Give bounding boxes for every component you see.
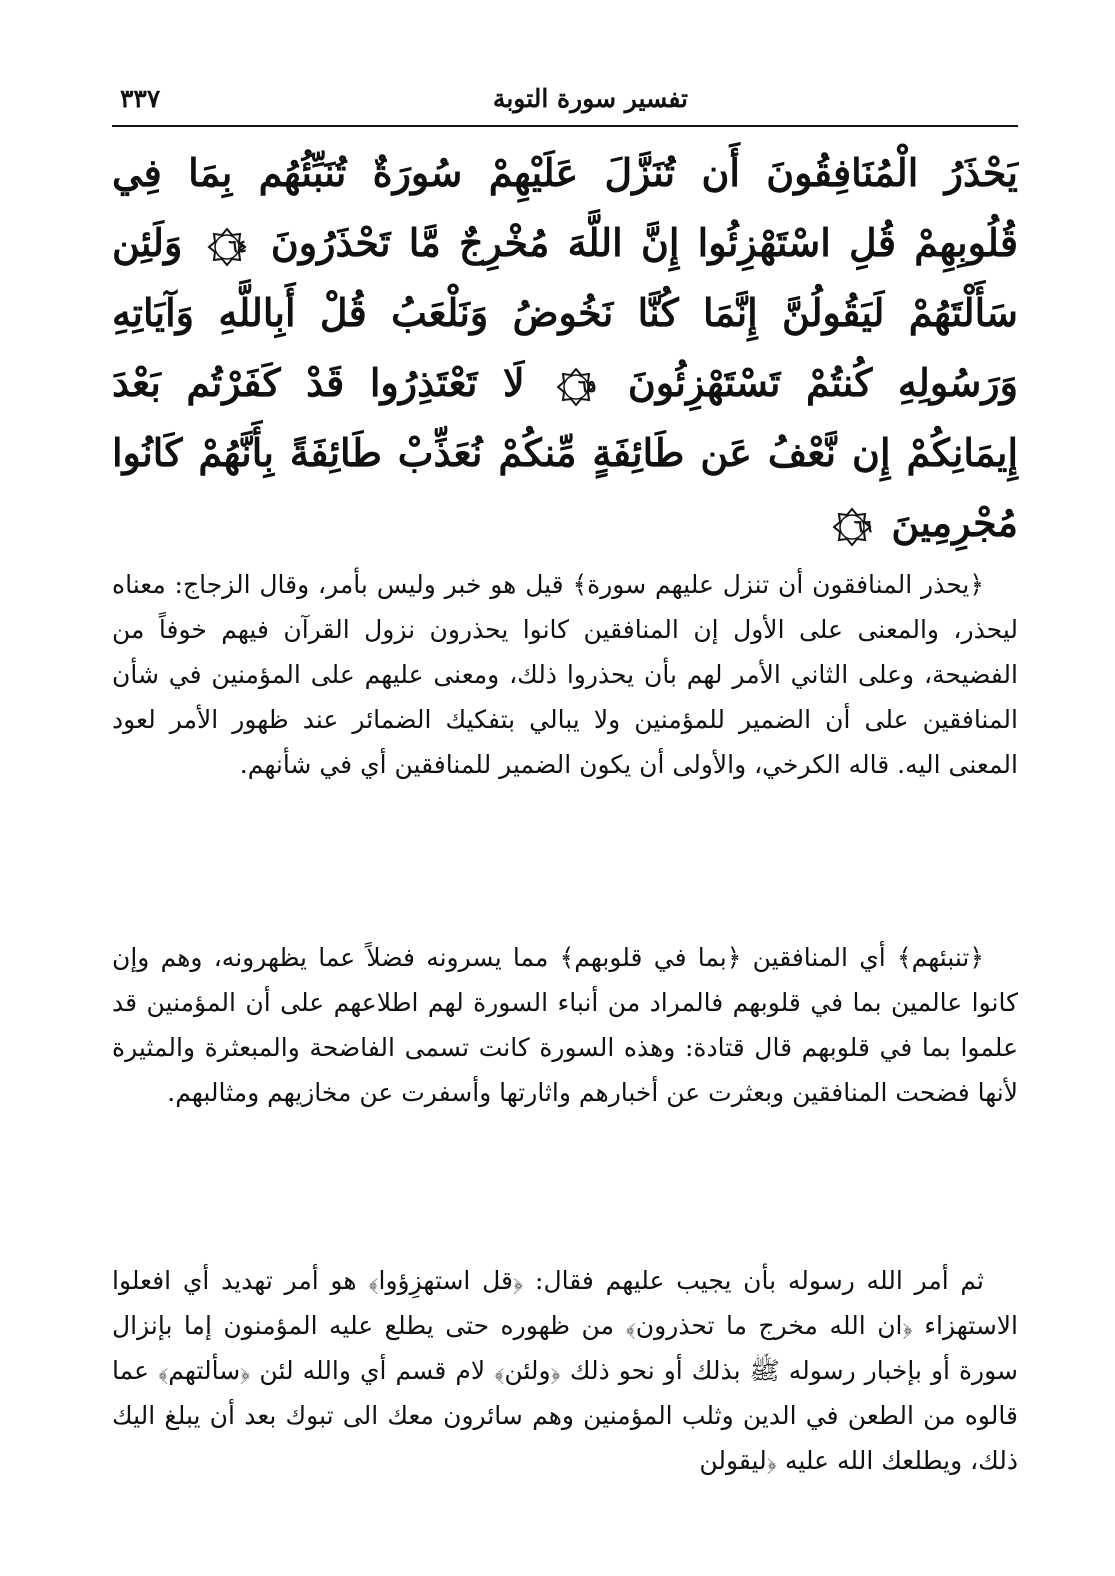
- paragraph-text: ﴿تنبئهم﴾ أي المنافقين ﴿بما في قلوبهم﴾ مما يسرونه فضلاً عما يظهرونه، وهم وإن كانوا عالمين بما في قلوبهم فالمراد من أنباء السورة لهم اطلاعهم على أن المؤمنين قد علموا بما في قلوبهم قال قتادة: وهذه السورة كانت تسمى الفاضحة والمبعثرة والمثيرة لأنها فضحت المنافقين وبعثرت عن أخبارهم واثارتها وأسفرت عن مخازيهم ومثالبهم.: [112, 943, 1018, 1107]
- quran-verses: [112, 138, 1018, 558]
- ayah-number: ٦٤: [228, 236, 247, 257]
- ayah-number: ٦٥: [578, 376, 597, 397]
- header-title: تفسير سورة التوبة: [492, 84, 688, 113]
- commentary-paragraph-1: [112, 562, 1018, 787]
- paragraph-text: ﴿يحذر المنافقون أن تنزل عليهم سورة﴾ قيل هو خبر وليس بأمر، وقال الزجاج: معناه ليحذر، والمعنى على الأول إن المنافقين كانوا يحذرون نزول القرآن فيهم خوفاً من الفضيحة، وعلى الثاني الأمر لهم بأن يحذروا ذلك، ومعنى عليهم على المؤمنين في شأن المنافقين على أن الضمير للمؤمنين ولا يبالي بتفكيك الضمائر عند ظهور الأمر لعود المعنى اليه. قاله الكرخي، والأولى أن يكون الضمير للمنافقين أي في شأنهم.: [112, 570, 1018, 779]
- commentary-paragraph-2: [112, 935, 1018, 1115]
- ayah-marker-icon: [832, 507, 872, 547]
- ayah-marker-icon: [556, 367, 596, 407]
- page-number: ٣٣٧: [120, 84, 161, 113]
- header-divider: [112, 125, 1018, 127]
- commentary-paragraph-3: [112, 1258, 1018, 1483]
- verse-text: يَحْذَرُ الْمُنَافِقُونَ أَن تُنَزَّلَ عَلَيْهِمْ سُورَةٌ تُنَبِّئُهُم بِمَا فِي قُلُوبِهِمْ قُلِ اسْتَهْزِئُوا إِنَّ اللَّهَ مُخْرِجٌ مَّا تَحْذَرُونَ: [112, 150, 1018, 265]
- verse-text: لَا تَعْتَذِرُوا قَدْ كَفَرْتُم بَعْدَ إِيمَانِكُمْ إِن نَّعْفُ عَن طَائِفَةٍ مِّنكُمْ نُعَذِّبْ طَائِفَةً بِأَنَّهُمْ كَانُوا مُجْرِمِينَ: [112, 360, 1018, 545]
- page-header: [112, 82, 1018, 126]
- verse-text: وَلَئِن سَأَلْتَهُمْ لَيَقُولُنَّ إِنَّمَا كُنَّا نَخُوضُ وَنَلْعَبُ قُلْ أَبِاللَّهِ وَآيَاتِهِ وَرَسُولِهِ كُنتُمْ تَسْتَهْزِئُونَ: [112, 220, 1019, 405]
- ayah-number: ٦٦: [853, 516, 873, 537]
- ayah-marker-icon: [207, 227, 247, 267]
- paragraph-text: ثم أمر الله رسوله بأن يجيب عليهم فقال: ﴿قل استهزِؤوا﴾ هو أمر تهديد أي افعلوا الاستهزاء ﴿ان الله مخرج ما تحذرون﴾ من ظهوره حتى يطلع عليه المؤمنون إما بإنزال سورة أو بإخبار رسوله ﷺ بذلك أو نحو ذلك ﴿ولئن﴾ لام قسم أي والله لئن ﴿سألتهم﴾ عما قالوه من الطعن في الدين وثلب المؤمنين وهم سائرون معك الى تبوك بعد أن يبلغ اليك ذلك، ويطلعك الله عليه ﴿ليقولن: [112, 1266, 1018, 1475]
